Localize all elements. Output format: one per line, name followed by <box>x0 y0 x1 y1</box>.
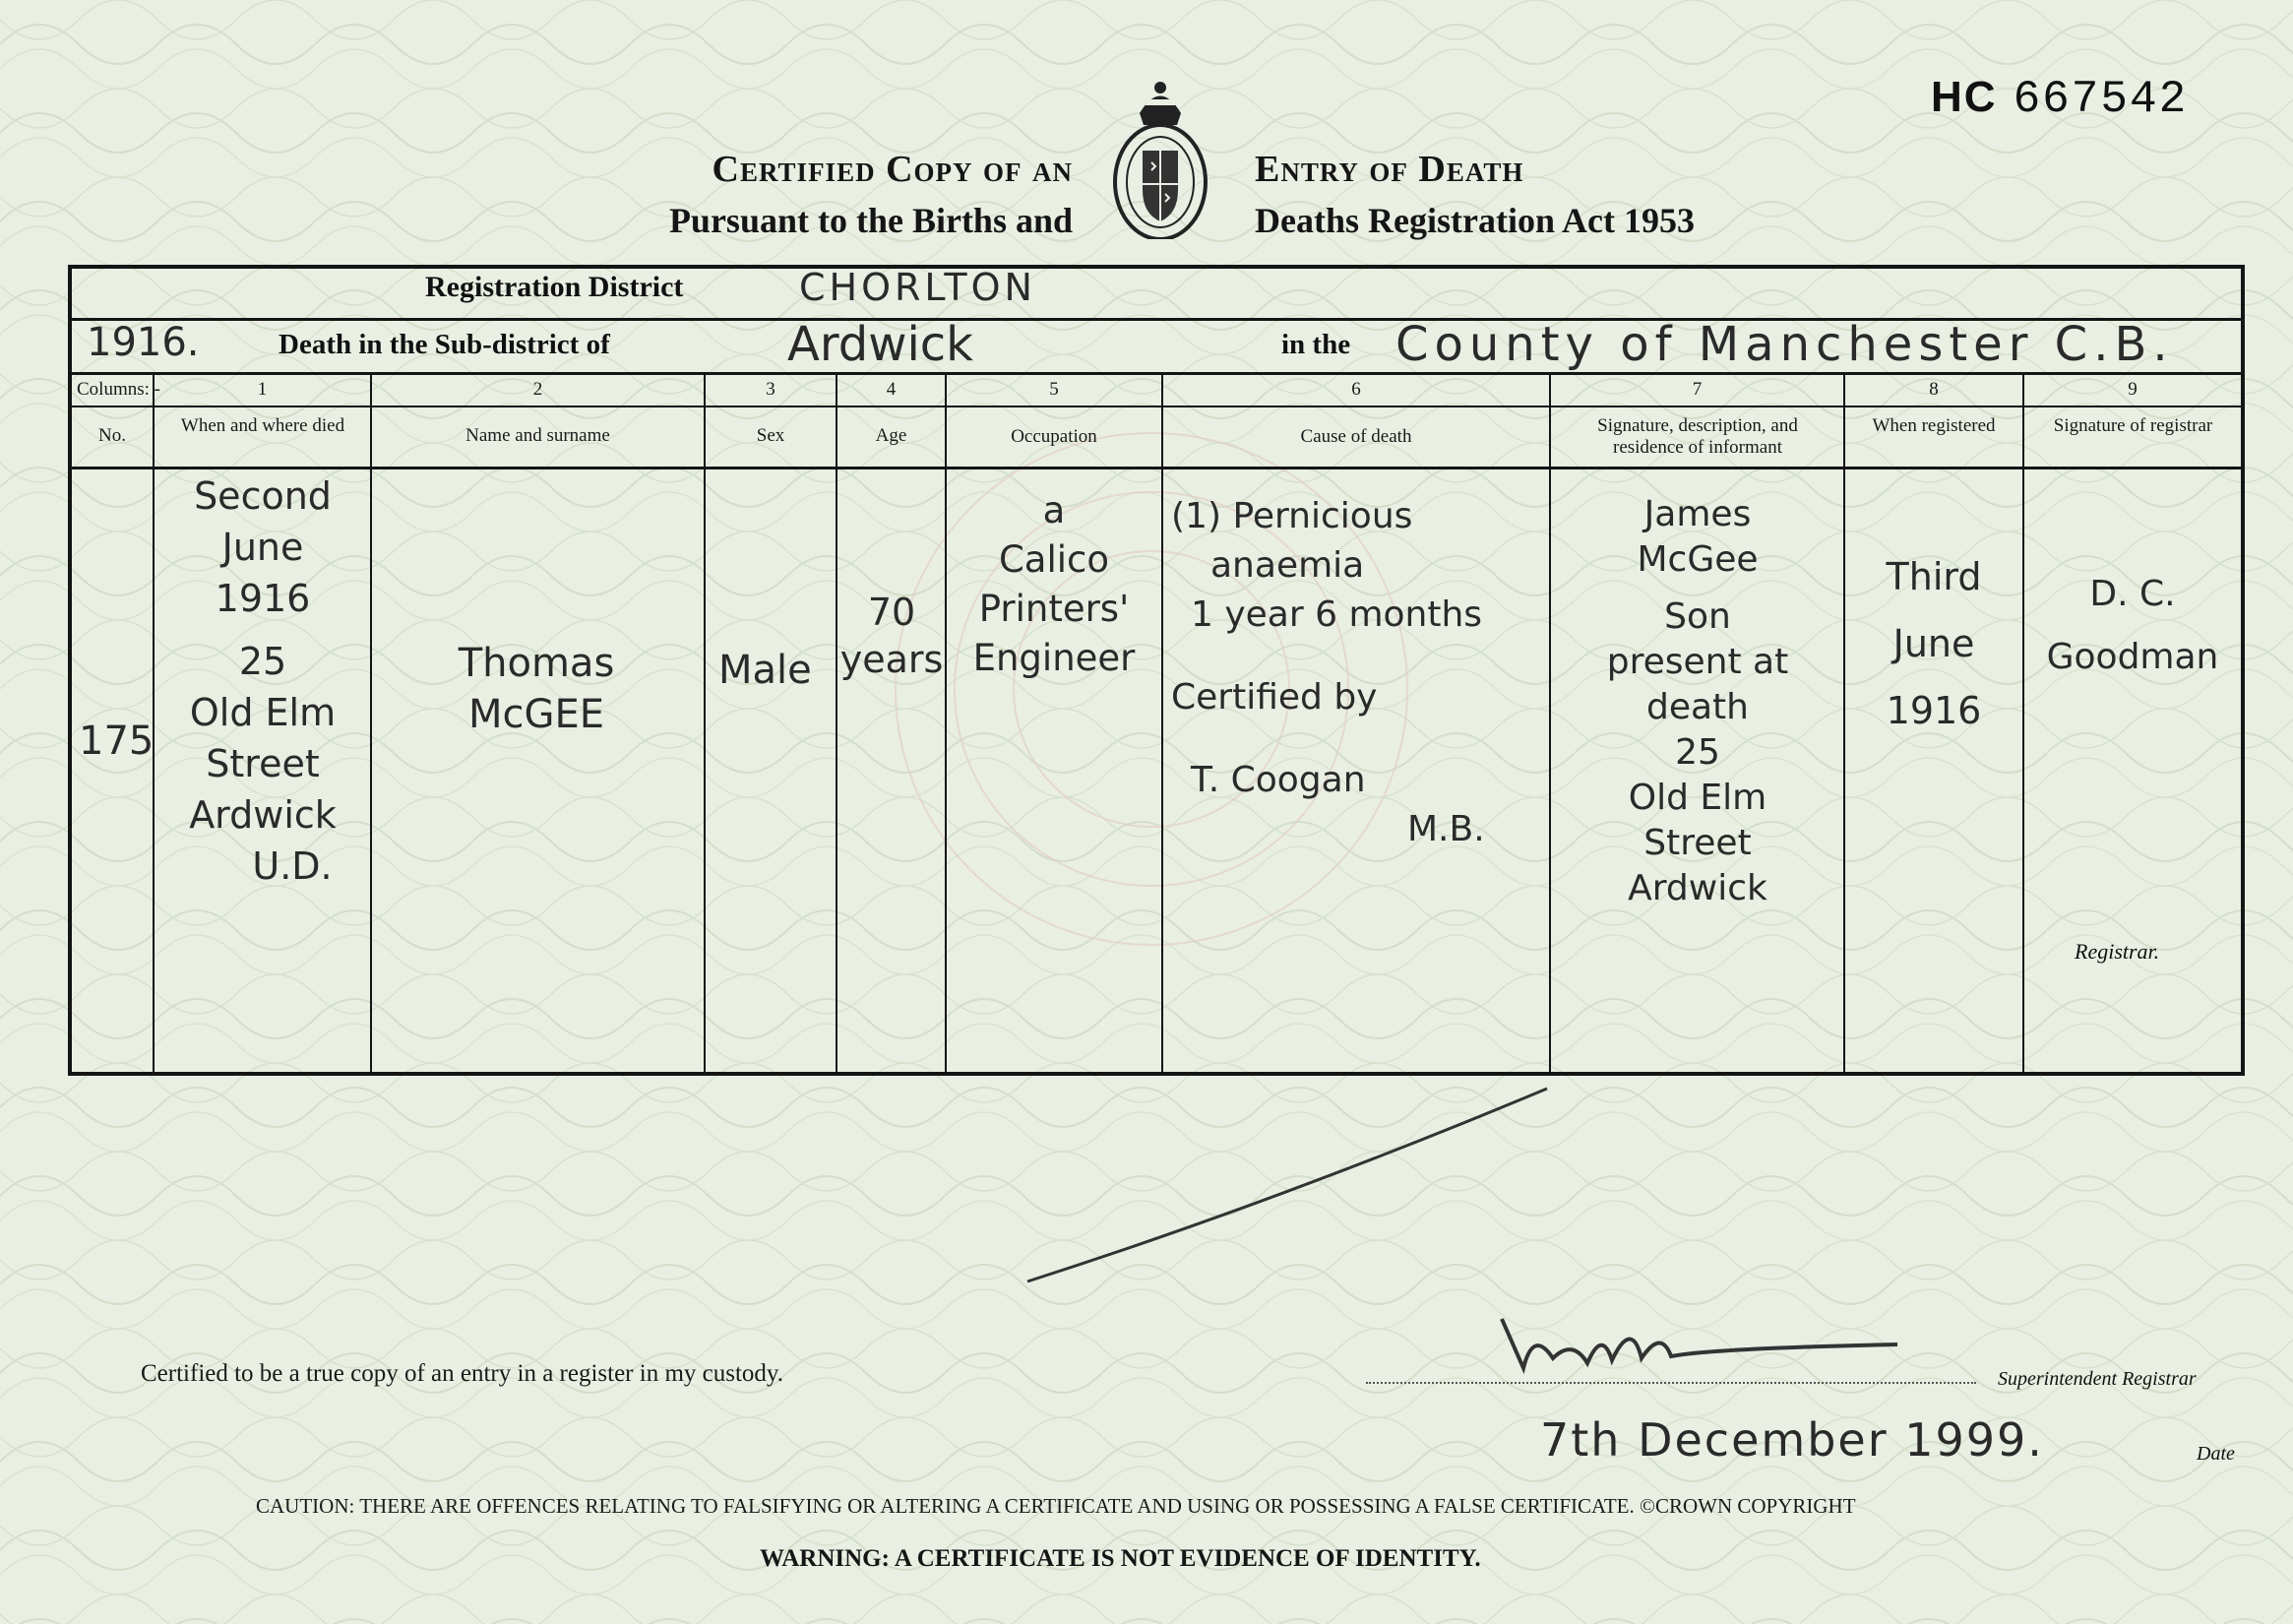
column-divider <box>1161 374 1163 1074</box>
header-when-registered: When registered <box>1872 415 1996 436</box>
where-district-suffix: U.D. <box>252 844 333 888</box>
title-left <box>551 144 1073 246</box>
entry-sex: Male <box>718 648 812 693</box>
column-number-1: 1 <box>257 379 268 400</box>
subdistrict-label: Death in the Sub-district of <box>279 329 610 360</box>
column-number-5: 5 <box>1049 379 1059 400</box>
registration-district-label: Registration District <box>425 271 684 303</box>
superintendent-signature <box>1494 1309 1907 1388</box>
where-street-1: Old Elm <box>189 691 337 734</box>
title-left-line2: Pursuant to the Births and <box>668 201 1073 240</box>
informant-forename: James <box>1643 494 1752 534</box>
occupation-line3: Printers' <box>978 588 1130 630</box>
county-value: County of Manchester C.B. <box>1395 317 2174 372</box>
serial-number: 667542 <box>2013 74 2189 125</box>
header-registrar-signature: Signature of registrar <box>2053 415 2213 436</box>
column-divider <box>836 374 837 1074</box>
registered-day: Third <box>1886 555 1982 598</box>
surname: McGEE <box>467 692 605 737</box>
column-number-8: 8 <box>1929 379 1939 400</box>
superintendent-label: Superintendent Registrar <box>1998 1368 2197 1390</box>
header-sex: Sex <box>756 425 785 446</box>
royal-coat-of-arms-icon <box>1110 74 1210 239</box>
cause-certifier-qualification: M.B. <box>1407 809 1485 849</box>
informant-street-2: Street <box>1643 823 1752 863</box>
divider <box>70 372 2243 375</box>
registered-year: 1916 <box>1886 689 1982 732</box>
entry-informant <box>1555 492 1840 911</box>
title-right <box>1255 144 1806 246</box>
entry-when-registered <box>1845 543 2022 744</box>
column-number-2: 2 <box>532 379 543 400</box>
informant-description-2: death <box>1646 687 1749 727</box>
column-number-3: 3 <box>766 379 775 400</box>
informant-house-number: 25 <box>1675 732 1720 773</box>
where-district: Ardwick <box>189 793 337 837</box>
cause-line2: anaemia <box>1210 545 1365 586</box>
registrar-label: Registrar. <box>2075 939 2160 964</box>
cause-certifier: T. Coogan <box>1191 760 1366 800</box>
header-age: Age <box>875 425 907 446</box>
year-value: 1916. <box>87 320 200 365</box>
signature-dotted-line <box>1366 1382 1976 1384</box>
age-unit: years <box>839 638 944 681</box>
forename: Thomas <box>458 641 615 686</box>
informant-street-1: Old Elm <box>1628 778 1767 818</box>
registrar-initials: D. C. <box>2089 574 2176 614</box>
columns-label: Columns: - <box>77 379 160 400</box>
header-occupation: Occupation <box>1011 426 1097 447</box>
column-divider <box>370 374 372 1074</box>
title-right-line2: Deaths Registration Act 1953 <box>1255 201 1695 240</box>
entry-occupation <box>947 486 1161 683</box>
registrar-surname: Goodman <box>2046 637 2219 677</box>
age-number: 70 <box>867 591 916 634</box>
column-divider <box>2022 374 2024 1074</box>
divider <box>70 406 2243 407</box>
column-divider <box>1549 374 1551 1074</box>
entry-when-where <box>157 470 368 892</box>
header-when-where-died: When and where died <box>180 415 345 436</box>
entry-name <box>384 638 689 740</box>
column-number-9: 9 <box>2128 379 2138 400</box>
entry-number: 175 <box>79 718 155 764</box>
cancellation-line <box>1023 1083 1555 1289</box>
header-no: No. <box>98 425 126 446</box>
divider <box>70 467 2243 469</box>
county-label: in the <box>1281 329 1351 360</box>
registration-district-value: CHORLTON <box>799 266 1036 309</box>
informant-surname: McGee <box>1637 539 1759 580</box>
occupation-line4: Engineer <box>972 637 1136 679</box>
when-day: Second <box>194 474 332 518</box>
column-number-7: 7 <box>1692 379 1703 400</box>
column-divider <box>704 374 706 1074</box>
certificate-date-value: 7th December 1999. <box>1540 1413 2044 1467</box>
cause-certified-by: Certified by <box>1171 677 1378 718</box>
entry-cause-of-death <box>1171 492 1545 854</box>
certificate-serial-number <box>1931 73 2188 125</box>
occupation-line1: a <box>1042 489 1066 531</box>
when-year: 1916 <box>215 577 311 620</box>
informant-district: Ardwick <box>1628 868 1767 908</box>
header-cause-of-death: Cause of death <box>1300 426 1412 447</box>
informant-relation: Son <box>1664 596 1731 637</box>
header-informant: Signature, description, and residence of informant <box>1597 415 1798 458</box>
where-street-2: Street <box>206 742 320 785</box>
occupation-line2: Calico <box>998 538 1110 581</box>
caution-notice: CAUTION: THERE ARE OFFENCES RELATING TO FALSIFYING OR ALTERING A CERTIFICATE AND USING OR POSSESSING A FALSE CERTIFICATE. ©CROWN COPYRIGHT <box>256 1494 1856 1518</box>
title-left-line1: Certified Copy of an <box>712 149 1073 190</box>
cause-line1: (1) Pernicious <box>1171 496 1413 536</box>
title-right-line1: Entry of Death <box>1255 149 1524 190</box>
identity-warning: WARNING: A CERTIFICATE IS NOT EVIDENCE OF IDENTITY. <box>760 1545 1481 1572</box>
entry-registrar-signature <box>2025 563 2240 689</box>
certified-copy-statement: Certified to be a true copy of an entry in a register in my custody. <box>141 1360 784 1387</box>
column-number-4: 4 <box>886 379 897 400</box>
serial-prefix: HC <box>1931 73 1998 121</box>
column-number-6: 6 <box>1351 379 1361 400</box>
registered-month: June <box>1892 622 1975 665</box>
header-name-surname: Name and surname <box>465 425 610 446</box>
when-month: June <box>221 526 304 569</box>
subdistrict-value: Ardwick <box>787 317 973 372</box>
where-house-number: 25 <box>238 640 287 683</box>
date-label: Date <box>2197 1443 2235 1465</box>
cause-line3: 1 year 6 months <box>1191 594 1483 635</box>
column-divider <box>945 374 947 1074</box>
informant-description-1: present at <box>1606 642 1789 682</box>
entry-age <box>838 589 945 683</box>
